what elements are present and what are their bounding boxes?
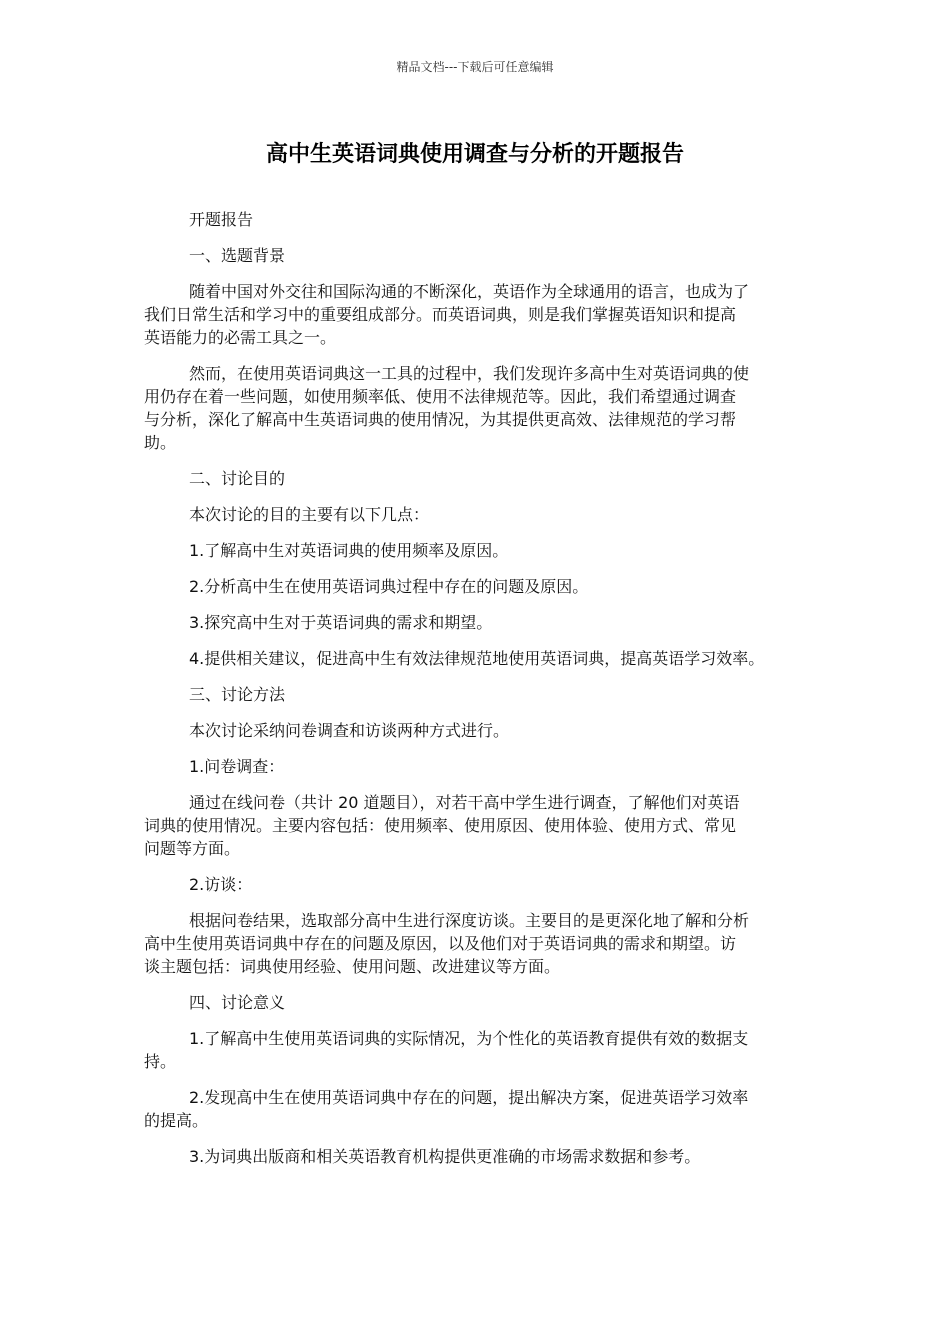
paragraph-line: 四、讨论意义	[189, 993, 286, 1012]
paragraph-line: 3.探究高中生对于英语词典的需求和期望。	[189, 613, 493, 632]
paragraph	[144, 611, 810, 634]
paragraph	[144, 208, 810, 231]
paragraph-line: 根据问卷结果，选取部分高中生进行深度访谈。主要目的是更深化地了解和分析	[189, 911, 750, 930]
paragraph-line: 4.提供相关建议，促进高中生有效法律规范地使用英语词典，提高英语学习效率。	[189, 649, 765, 668]
paragraph-line: 本次讨论的目的主要有以下几点：	[189, 505, 430, 524]
paragraph-line: 谈主题包括：词典使用经验、使用问题、改进建议等方面。	[144, 957, 561, 976]
paragraph-line: 2.分析高中生在使用英语词典过程中存在的问题及原因。	[189, 577, 589, 596]
paragraph	[144, 503, 810, 526]
paragraph-line: 1.了解高中生使用英语词典的实际情况，为个性化的英语教育提供有效的数据支	[189, 1029, 749, 1048]
paragraph-line: 问题等方面。	[144, 839, 241, 858]
document-title: 高中生英语词典使用调查与分析的开题报告	[265, 142, 684, 167]
paragraph	[144, 362, 810, 454]
paragraph-line: 助。	[144, 433, 177, 452]
paragraph-line: 1.了解高中生对英语词典的使用频率及原因。	[189, 541, 509, 560]
paragraph-line: 与分析，深化了解高中生英语词典的使用情况，为其提供更高效、法律规范的学习帮	[144, 410, 737, 429]
paragraph-line: 然而，在使用英语词典这一工具的过程中，我们发现许多高中生对英语词典的使	[189, 364, 750, 383]
paragraph-line: 3.为词典出版商和相关英语教育机构提供更准确的市场需求数据和参考。	[189, 1147, 701, 1166]
paragraph	[144, 647, 810, 670]
paragraph-line: 高中生使用英语词典中存在的问题及原因，以及他们对于英语词典的需求和期望。访	[144, 934, 737, 953]
paragraph	[144, 719, 810, 742]
paragraph	[144, 1086, 810, 1132]
paragraph-line: 持。	[144, 1052, 177, 1071]
paragraph-line: 2.访谈：	[189, 875, 253, 894]
paragraph-line: 英语能力的必需工具之一。	[144, 328, 337, 347]
paragraph-line: 通过在线问卷（共计 20 道题目），对若干高中学生进行调查，了解他们对英语	[189, 793, 740, 812]
paragraph-line: 二、讨论目的	[189, 469, 286, 488]
paragraph	[144, 991, 810, 1014]
paragraph-line: 2.发现高中生在使用英语词典中存在的问题，提出解决方案，促进英语学习效率	[189, 1088, 749, 1107]
paragraph	[144, 1145, 810, 1168]
paragraph	[144, 244, 810, 267]
paragraph-line: 三、讨论方法	[189, 685, 286, 704]
page-header-note: 精品文档---下载后可任意编辑	[396, 60, 554, 74]
paragraph	[144, 909, 810, 978]
paragraph-line: 词典的使用情况。主要内容包括：使用频率、使用原因、使用体验、使用方式、常见	[144, 816, 737, 835]
paragraph-line: 1.问卷调查：	[189, 757, 285, 776]
paragraph	[144, 280, 810, 349]
paragraph	[144, 575, 810, 598]
paragraph-line: 用仍存在着一些问题，如使用频率低、使用不法律规范等。因此，我们希望通过调查	[144, 387, 737, 406]
paragraph-line: 我们日常生活和学习中的重要组成部分。而英语词典，则是我们掌握英语知识和提高	[144, 305, 737, 324]
paragraph-line: 一、选题背景	[189, 246, 286, 265]
paragraph-line: 随着中国对外交往和国际沟通的不断深化，英语作为全球通用的语言，也成为了	[189, 282, 750, 301]
document-body	[144, 208, 810, 1181]
paragraph	[144, 539, 810, 562]
paragraph	[144, 467, 810, 490]
paragraph	[144, 683, 810, 706]
paragraph	[144, 873, 810, 896]
paragraph	[144, 1027, 810, 1073]
paragraph-line: 开题报告	[189, 210, 254, 229]
paragraph	[144, 791, 810, 860]
paragraph-line: 本次讨论采纳问卷调查和访谈两种方式进行。	[189, 721, 510, 740]
paragraph-line: 的提高。	[144, 1111, 209, 1130]
paragraph	[144, 755, 810, 778]
